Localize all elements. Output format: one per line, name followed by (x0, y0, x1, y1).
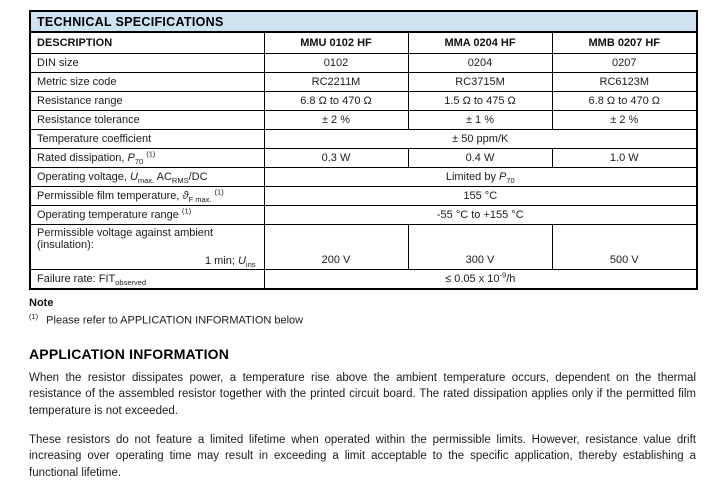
spec-value: 6.8 Ω to 470 Ω (264, 92, 408, 111)
spec-value: 500 V (552, 225, 697, 270)
spec-value: 6.8 Ω to 470 Ω (552, 92, 697, 111)
footnote-text: Please refer to APPLICATION INFORMATION below (46, 314, 304, 327)
spec-value-span: ± 50 ppm/K (264, 130, 697, 149)
spec-value: 1.5 Ω to 475 Ω (408, 92, 552, 111)
spec-value: 0207 (552, 54, 697, 73)
column-header-description: DESCRIPTION (30, 32, 264, 54)
application-information-heading: APPLICATION INFORMATION (29, 345, 230, 362)
spec-label: Failure rate: $FIT_{observed}$ (30, 270, 264, 290)
spec-value: ± 2 % (552, 111, 697, 130)
row-rated-dissipation (30, 149, 697, 168)
technical-specifications-table (29, 10, 698, 290)
spec-value-span: ≤ 0.05 x $10^{-9}/h$ (264, 270, 697, 290)
table-title-row (30, 11, 697, 32)
spec-label: Temperature coefficient (30, 130, 264, 149)
spec-value: RC3715M (408, 73, 552, 92)
spec-value: 0204 (408, 54, 552, 73)
spec-label: Metric size code (30, 73, 264, 92)
column-header-mma-0204-hf: MMA 0204 HF (408, 32, 552, 54)
spec-value: 200 V (264, 225, 408, 270)
insulation-label-line1: Permissible voltage against ambient (insulation): (37, 227, 214, 251)
spec-value-span: -55 °C to +155 °C (264, 206, 697, 225)
row-operating-voltage (30, 168, 697, 187)
spec-value: ± 2 % (264, 111, 408, 130)
note-heading: Note (29, 297, 54, 309)
spec-value: ± 1 % (408, 111, 552, 130)
spec-label: Rated dissipation, $P_{70}$ $^{(1)}$ (30, 149, 264, 168)
footnote-marker: (1) (29, 312, 39, 321)
spec-value: 0.3 W (264, 149, 408, 168)
footnote-1 (29, 312, 696, 327)
spec-label: Operating temperature range $^{(1)}$ (30, 206, 264, 225)
row-failure-rate (30, 270, 697, 290)
column-header-mmb-0207-hf: MMB 0207 HF (552, 32, 697, 54)
spec-value: RC2211M (264, 73, 408, 92)
spec-value: RC6123M (552, 73, 697, 92)
spec-label (30, 225, 264, 270)
row-resistance-range (30, 92, 697, 111)
spec-value: 300 V (408, 225, 552, 270)
spec-value-span: 155 °C (264, 187, 697, 206)
table-title: TECHNICAL SPECIFICATIONS (30, 11, 697, 32)
spec-label: Permissible film temperature, $ϑ_{F max.}$ $^{(1)}$ (30, 187, 264, 206)
row-operating-temperature-range (30, 206, 697, 225)
row-resistance-tolerance (30, 111, 697, 130)
spec-label: DIN size (30, 54, 264, 73)
application-paragraph-2: These resistors do not feature a limited lifetime when operated within the permissible limits. However, resistance value drift increasing over operating time may result in exceeding a limit acceptable to the specific application, thereby establishing a functional lifetime. (29, 433, 696, 480)
row-temperature-coefficient (30, 130, 697, 149)
table-header-row (30, 32, 697, 54)
spec-value-span: Limited by $P_{70}$ (264, 168, 697, 187)
insulation-label-line2: 1 min; $U_{ins}$ (204, 255, 256, 270)
row-din-size (30, 54, 697, 73)
application-paragraph-1: When the resistor dissipates power, a temperature rise above the ambient temperature occurs, dependent on the thermal resistance of the assembled resistor together with the printed circuit board. The rated dissipation applies only if the permitted film temperature is not exceeded. (29, 371, 696, 418)
column-header-mmu-0102-hf: MMU 0102 HF (264, 32, 408, 54)
spec-label: Resistance tolerance (30, 111, 264, 130)
spec-value: 0.4 W (408, 149, 552, 168)
spec-label: Resistance range (30, 92, 264, 111)
row-metric-size-code (30, 73, 697, 92)
spec-value: 0102 (264, 54, 408, 73)
spec-label: Operating voltage, $U_{max.}$ $AC_{RMS}/DC$ (30, 168, 264, 187)
row-permissible-film-temperature (30, 187, 697, 206)
row-insulation-voltage (30, 225, 697, 270)
spec-value: 1.0 W (552, 149, 697, 168)
